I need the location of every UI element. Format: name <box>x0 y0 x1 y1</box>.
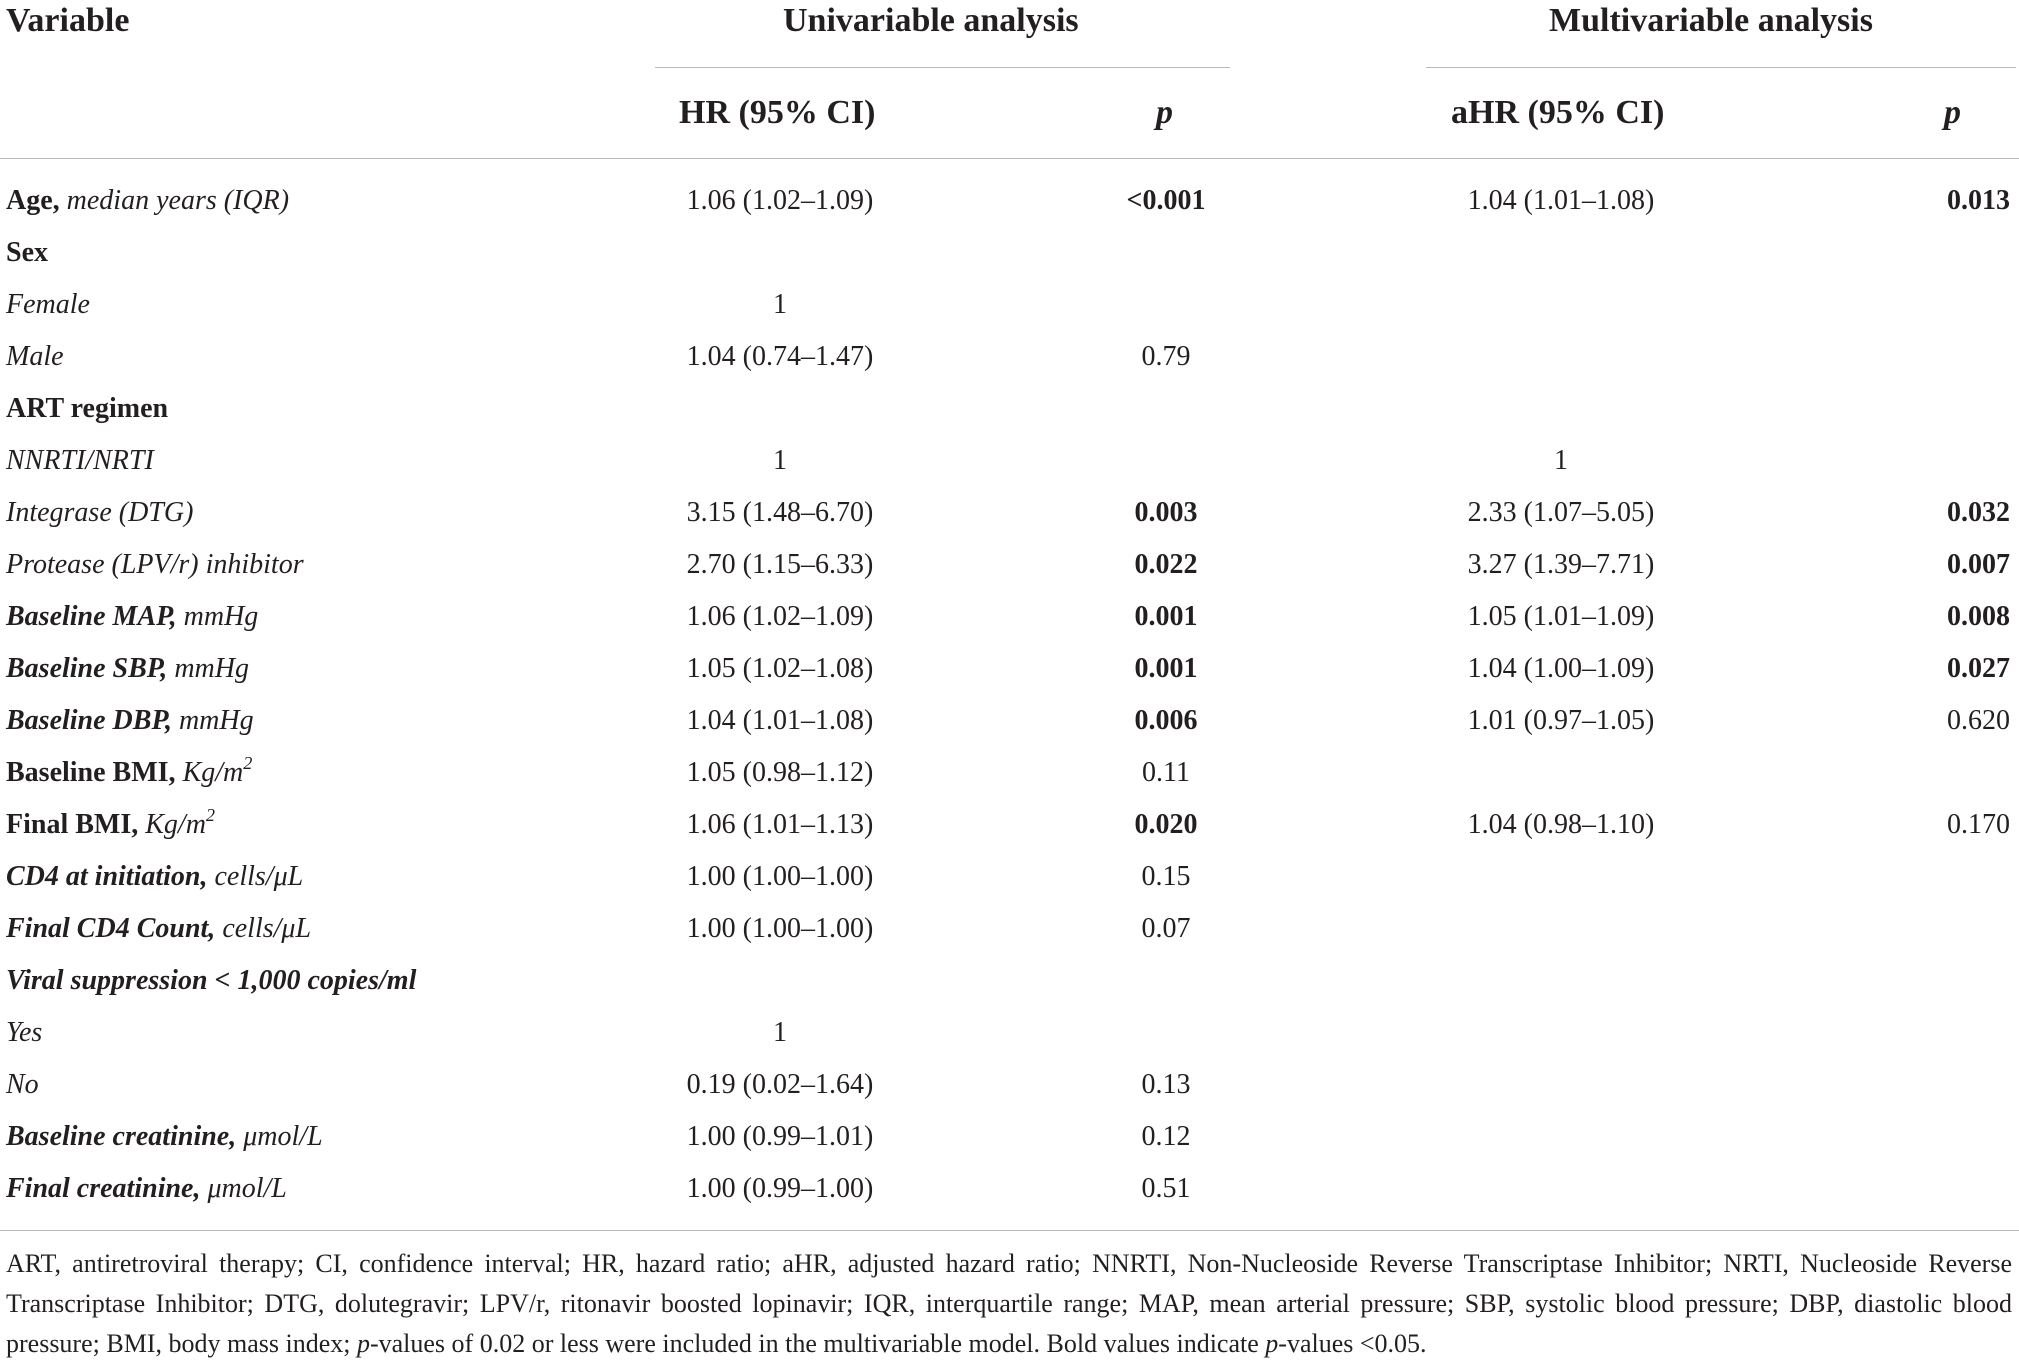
row-label <box>6 707 254 735</box>
row-label-italic: cells/μL <box>215 913 312 944</box>
header-variable: Variable <box>6 2 130 39</box>
footnote-p-a: p <box>356 1329 370 1358</box>
row-label <box>6 499 193 527</box>
header-bottom-rule <box>0 158 2019 159</box>
row-label-italic: mmHg <box>167 653 249 684</box>
hr-value: 1.00 (1.00–1.00) <box>686 861 874 892</box>
hr-value: 1 <box>773 1017 787 1048</box>
hr-value: 1.00 (0.99–1.00) <box>686 1173 874 1204</box>
p-value: 0.001 <box>1134 601 1198 632</box>
ahr-value: 1.04 (0.98–1.10) <box>1467 809 1655 840</box>
hr-value: 1.06 (1.01–1.13) <box>686 809 874 840</box>
row-label-italic: Protease (LPV/r) inhibitor <box>6 549 304 580</box>
univariable-rule <box>655 67 1230 68</box>
hr-value: 1.00 (0.99–1.01) <box>686 1121 874 1152</box>
row-label <box>6 752 253 788</box>
adjusted-p-value: 0.170 <box>1947 809 2010 840</box>
row-label-italic: Yes <box>6 1017 43 1048</box>
p-value: 0.07 <box>1141 913 1191 944</box>
header-univariable: Univariable analysis <box>783 2 1079 39</box>
p-value: 0.13 <box>1141 1069 1191 1100</box>
ahr-value: 2.33 (1.07–5.05) <box>1467 497 1655 528</box>
row-label-italic: Integrase (DTG) <box>6 497 194 528</box>
hr-value: 1.00 (1.00–1.00) <box>686 913 874 944</box>
p-value: 0.003 <box>1134 497 1198 528</box>
row-label-bold-italic: CD4 at initiation, <box>6 861 208 892</box>
row-label-italic: Female <box>6 289 90 320</box>
hr-value: 1.06 (1.02–1.09) <box>686 185 874 216</box>
p-value: 0.12 <box>1141 1121 1191 1152</box>
row-label-bold-italic: Baseline creatinine, <box>6 1121 237 1152</box>
header-p-univariable: p <box>1156 94 1173 131</box>
row-label <box>6 395 168 423</box>
row-label <box>6 187 289 215</box>
ahr-value: 1.01 (0.97–1.05) <box>1467 705 1655 736</box>
hr-value: 3.15 (1.48–6.70) <box>686 497 874 528</box>
row-label-italic: No <box>6 1069 39 1100</box>
row-label-bold: Age, <box>6 185 60 216</box>
header-p-multivariable: p <box>1944 94 1961 131</box>
p-value: 0.006 <box>1134 705 1198 736</box>
row-label-superscript: 2 <box>243 752 253 773</box>
row-label-italic: median years (IQR) <box>59 185 290 216</box>
row-label-bold-italic: Baseline DBP, <box>6 705 172 736</box>
row-label-italic: NNRTI/NRTI <box>6 445 154 476</box>
row-label-bold-italic: Final CD4 Count, <box>6 913 216 944</box>
ahr-value: 1.05 (1.01–1.09) <box>1467 601 1655 632</box>
row-label-italic: Male <box>6 341 64 372</box>
hr-value: 1 <box>773 445 787 476</box>
row-label-bold-italic: Viral suppression < 1,000 copies/ml <box>6 965 417 996</box>
hr-value: 1.04 (1.01–1.08) <box>686 705 874 736</box>
row-label-bold-italic: Baseline MAP, <box>6 601 177 632</box>
row-label-italic: cells/μL <box>207 861 304 892</box>
adjusted-p-value: 0.007 <box>1947 549 2010 580</box>
row-label <box>6 967 416 995</box>
row-label <box>6 804 216 840</box>
p-value: 0.022 <box>1134 549 1198 580</box>
header-multivariable: Multivariable analysis <box>1549 2 1873 39</box>
header-hr: HR (95% CI) <box>679 94 876 131</box>
row-label-italic: μmol/L <box>200 1173 287 1204</box>
ahr-value: 1.04 (1.00–1.09) <box>1467 653 1655 684</box>
table-bottom-rule <box>0 1230 2019 1231</box>
footnote-part3: -values <0.05. <box>1278 1329 1427 1358</box>
p-value: <0.001 <box>1126 185 1206 216</box>
row-label-bold-italic: Final creatinine, <box>6 1173 201 1204</box>
footnote-part1: ART, antiretroviral therapy; CI, confidence interval; HR, hazard ratio; aHR, adjusted hazard ratio; NNRTI, Non-Nucleoside Reverse Transcriptase Inhibitor; NRTI, Nucleoside Reverse Transcriptase Inhibitor; DTG, dolutegravir; LPV/r, ritonavir boosted lopinavir; IQR, interquartile range; MAP, mean arterial pressure; SBP, systolic blood pressure; DBP, diastolic blood pressure; BMI, body mass index; <box>6 1249 2012 1358</box>
row-label-italic: μmol/L <box>236 1121 323 1152</box>
p-value: 0.11 <box>1142 757 1190 788</box>
adjusted-p-value: 0.008 <box>1947 601 2010 632</box>
row-label-italic: mmHg <box>171 705 254 736</box>
row-label-bold: Baseline BMI, <box>6 757 176 788</box>
hr-value: 1.05 (0.98–1.12) <box>686 757 874 788</box>
p-value: 0.51 <box>1141 1173 1191 1204</box>
row-label-italic: mmHg <box>176 601 259 632</box>
row-label-italic: Kg/m <box>138 809 206 840</box>
row-label-bold: Sex <box>6 237 48 268</box>
row-label <box>6 1175 287 1203</box>
ahr-value: 1 <box>1554 445 1568 476</box>
hr-value: 2.70 (1.15–6.33) <box>686 549 874 580</box>
p-value: 0.15 <box>1141 861 1191 892</box>
row-label <box>6 603 258 631</box>
hr-value: 1.05 (1.02–1.08) <box>686 653 874 684</box>
adjusted-p-value: 0.013 <box>1947 185 2010 216</box>
p-value: 0.001 <box>1134 653 1198 684</box>
p-value: 0.020 <box>1134 809 1198 840</box>
row-label <box>6 655 249 683</box>
row-label <box>6 291 90 319</box>
adjusted-p-value: 0.620 <box>1947 705 2010 736</box>
footnote-part2: -values of 0.02 or less were included in the multivariable model. Bold values indicate <box>369 1329 1266 1358</box>
ahr-value: 3.27 (1.39–7.71) <box>1467 549 1655 580</box>
hr-value: 1 <box>773 289 787 320</box>
row-label-bold: Final BMI, <box>6 809 139 840</box>
row-label <box>6 239 48 267</box>
multivariable-rule <box>1426 67 2016 68</box>
row-label-bold: ART regimen <box>6 393 169 424</box>
p-value: 0.79 <box>1141 341 1191 372</box>
row-label <box>6 551 304 579</box>
row-label-bold-italic: Baseline SBP, <box>6 653 168 684</box>
table-footnote <box>6 1244 2012 1364</box>
row-label-superscript: 2 <box>205 804 216 825</box>
row-label <box>6 447 154 475</box>
row-label-italic: Kg/m <box>175 757 244 788</box>
adjusted-p-value: 0.032 <box>1947 497 2010 528</box>
hr-value: 0.19 (0.02–1.64) <box>686 1069 874 1100</box>
row-label <box>6 863 303 891</box>
hr-value: 1.04 (0.74–1.47) <box>686 341 874 372</box>
hr-value: 1.06 (1.02–1.09) <box>686 601 874 632</box>
row-label <box>6 343 64 371</box>
row-label <box>6 915 311 943</box>
header-ahr: aHR (95% CI) <box>1451 94 1665 131</box>
row-label <box>6 1123 323 1151</box>
adjusted-p-value: 0.027 <box>1947 653 2010 684</box>
footnote-p-b: p <box>1265 1329 1279 1358</box>
ahr-value: 1.04 (1.01–1.08) <box>1467 185 1655 216</box>
row-label <box>6 1019 42 1047</box>
row-label <box>6 1071 39 1099</box>
